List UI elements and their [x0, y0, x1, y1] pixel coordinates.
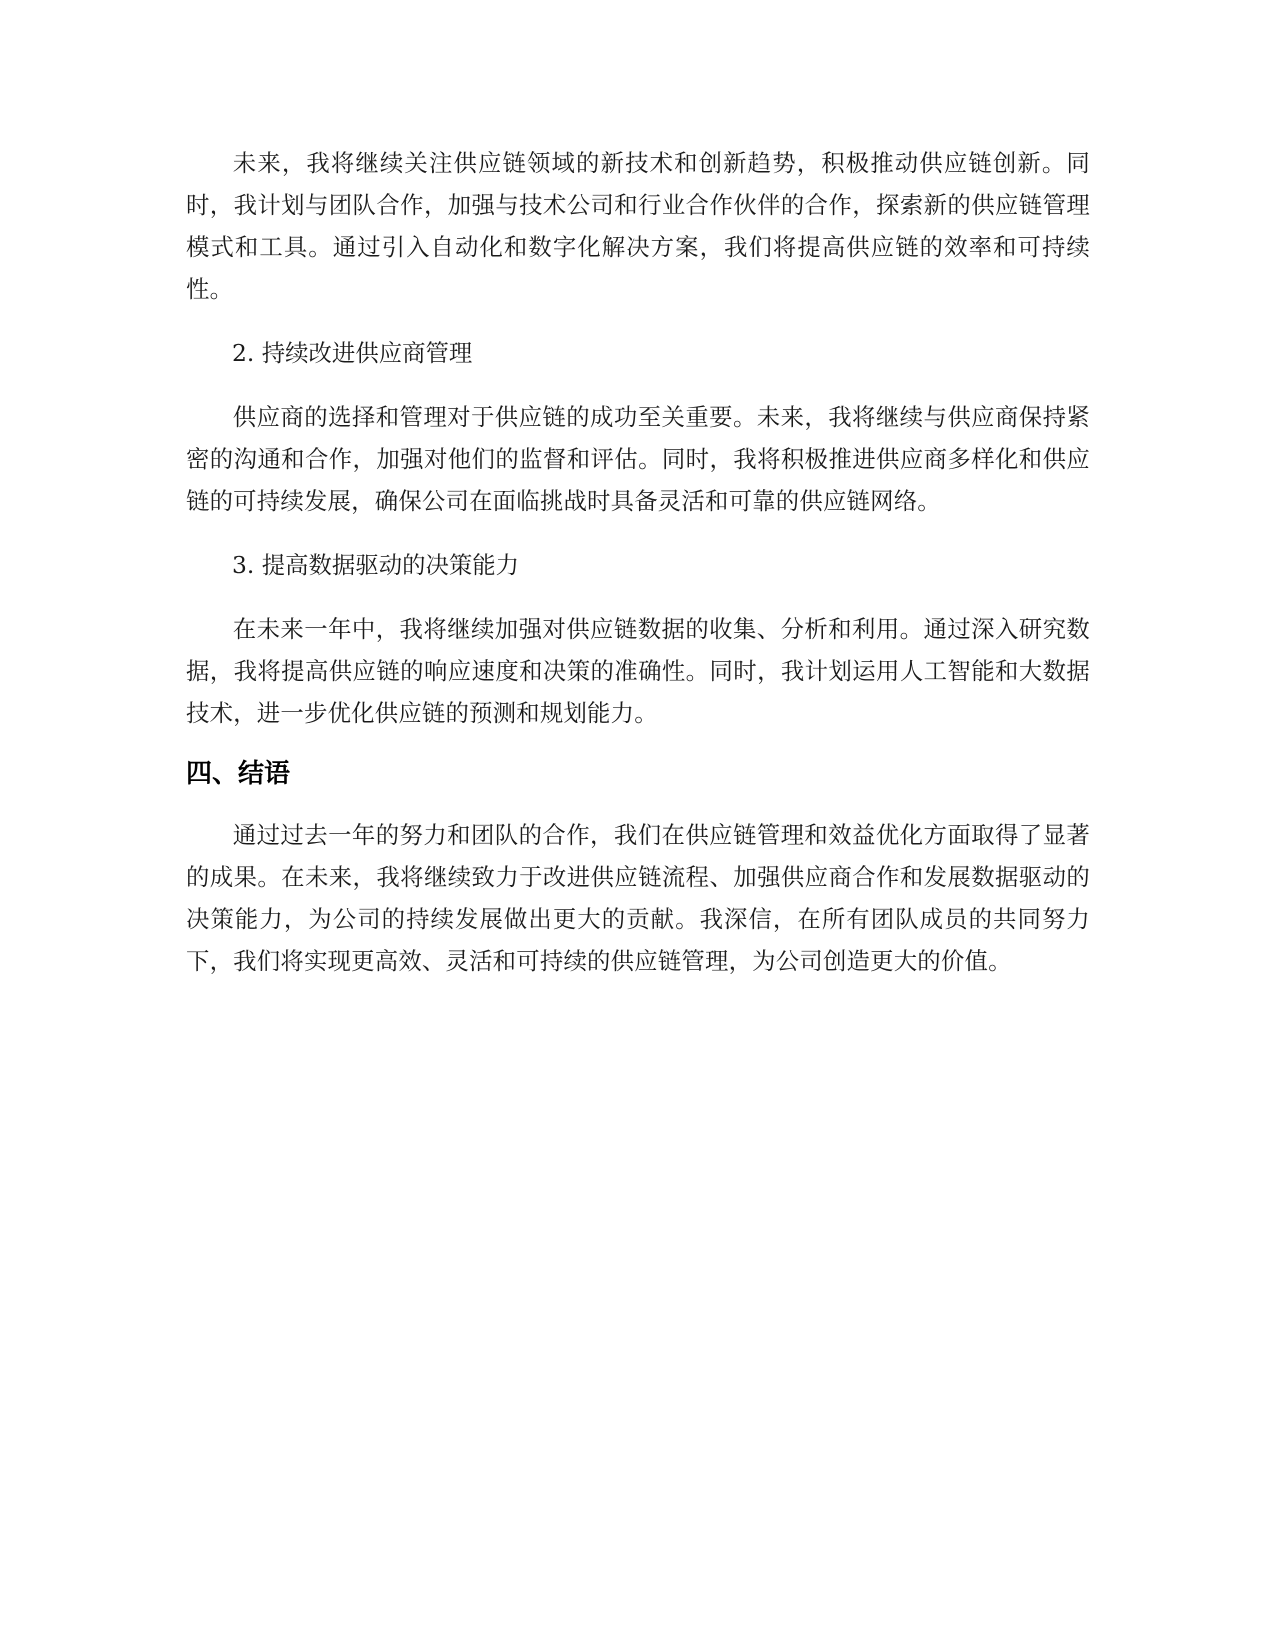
spacer: [186, 586, 1090, 608]
list-item-supplier-management: 2. 持续改进供应商管理: [232, 339, 473, 367]
paragraph-conclusion: 通过过去一年的努力和团队的合作，我们在供应链管理和效益优化方面取得了显著的成果。在未来，我将继续致力于改进供应链流程、加强供应商合作和发展数据驱动的决策能力，为公司的持续发展做出更大的贡献。我深信，在所有团队成员的共同努力下，我们将实现更高效、灵活和可持续的供应链管理，为公司创造更大的价值。: [186, 821, 1090, 975]
spacer: [186, 374, 1090, 396]
paragraph-future-innovation: 未来，我将继续关注供应链领域的新技术和创新趋势，积极推动供应链创新。同时，我计划与团队合作，加强与技术公司和行业合作伙伴的合作，探索新的供应链管理模式和工具。通过引入自动化和数字化解决方案，我们将提高供应链的效率和可持续性。: [186, 149, 1090, 303]
spacer: [186, 522, 1090, 544]
list-item-data-driven-decisions: 3. 提高数据驱动的决策能力: [232, 551, 520, 579]
paragraph-supplier-management: 供应商的选择和管理对于供应链的成功至关重要。未来，我将继续与供应商保持紧密的沟通和合作，加强对他们的监督和评估。同时，我将积极推进供应商多样化和供应链的可持续发展，确保公司在面临挑战时具备灵活和可靠的供应链网络。: [186, 403, 1090, 515]
paragraph-data-driven-decisions: 在未来一年中，我将继续加强对供应链数据的收集、分析和利用。通过深入研究数据，我将提高供应链的响应速度和决策的准确性。同时，我计划运用人工智能和大数据技术，进一步优化供应链的预测和规划能力。: [186, 615, 1090, 727]
section-heading-conclusion: 四、结语: [186, 759, 291, 789]
spacer: [186, 794, 1090, 814]
document-body: [186, 142, 1090, 982]
spacer: [186, 310, 1090, 332]
spacer: [186, 734, 1090, 754]
